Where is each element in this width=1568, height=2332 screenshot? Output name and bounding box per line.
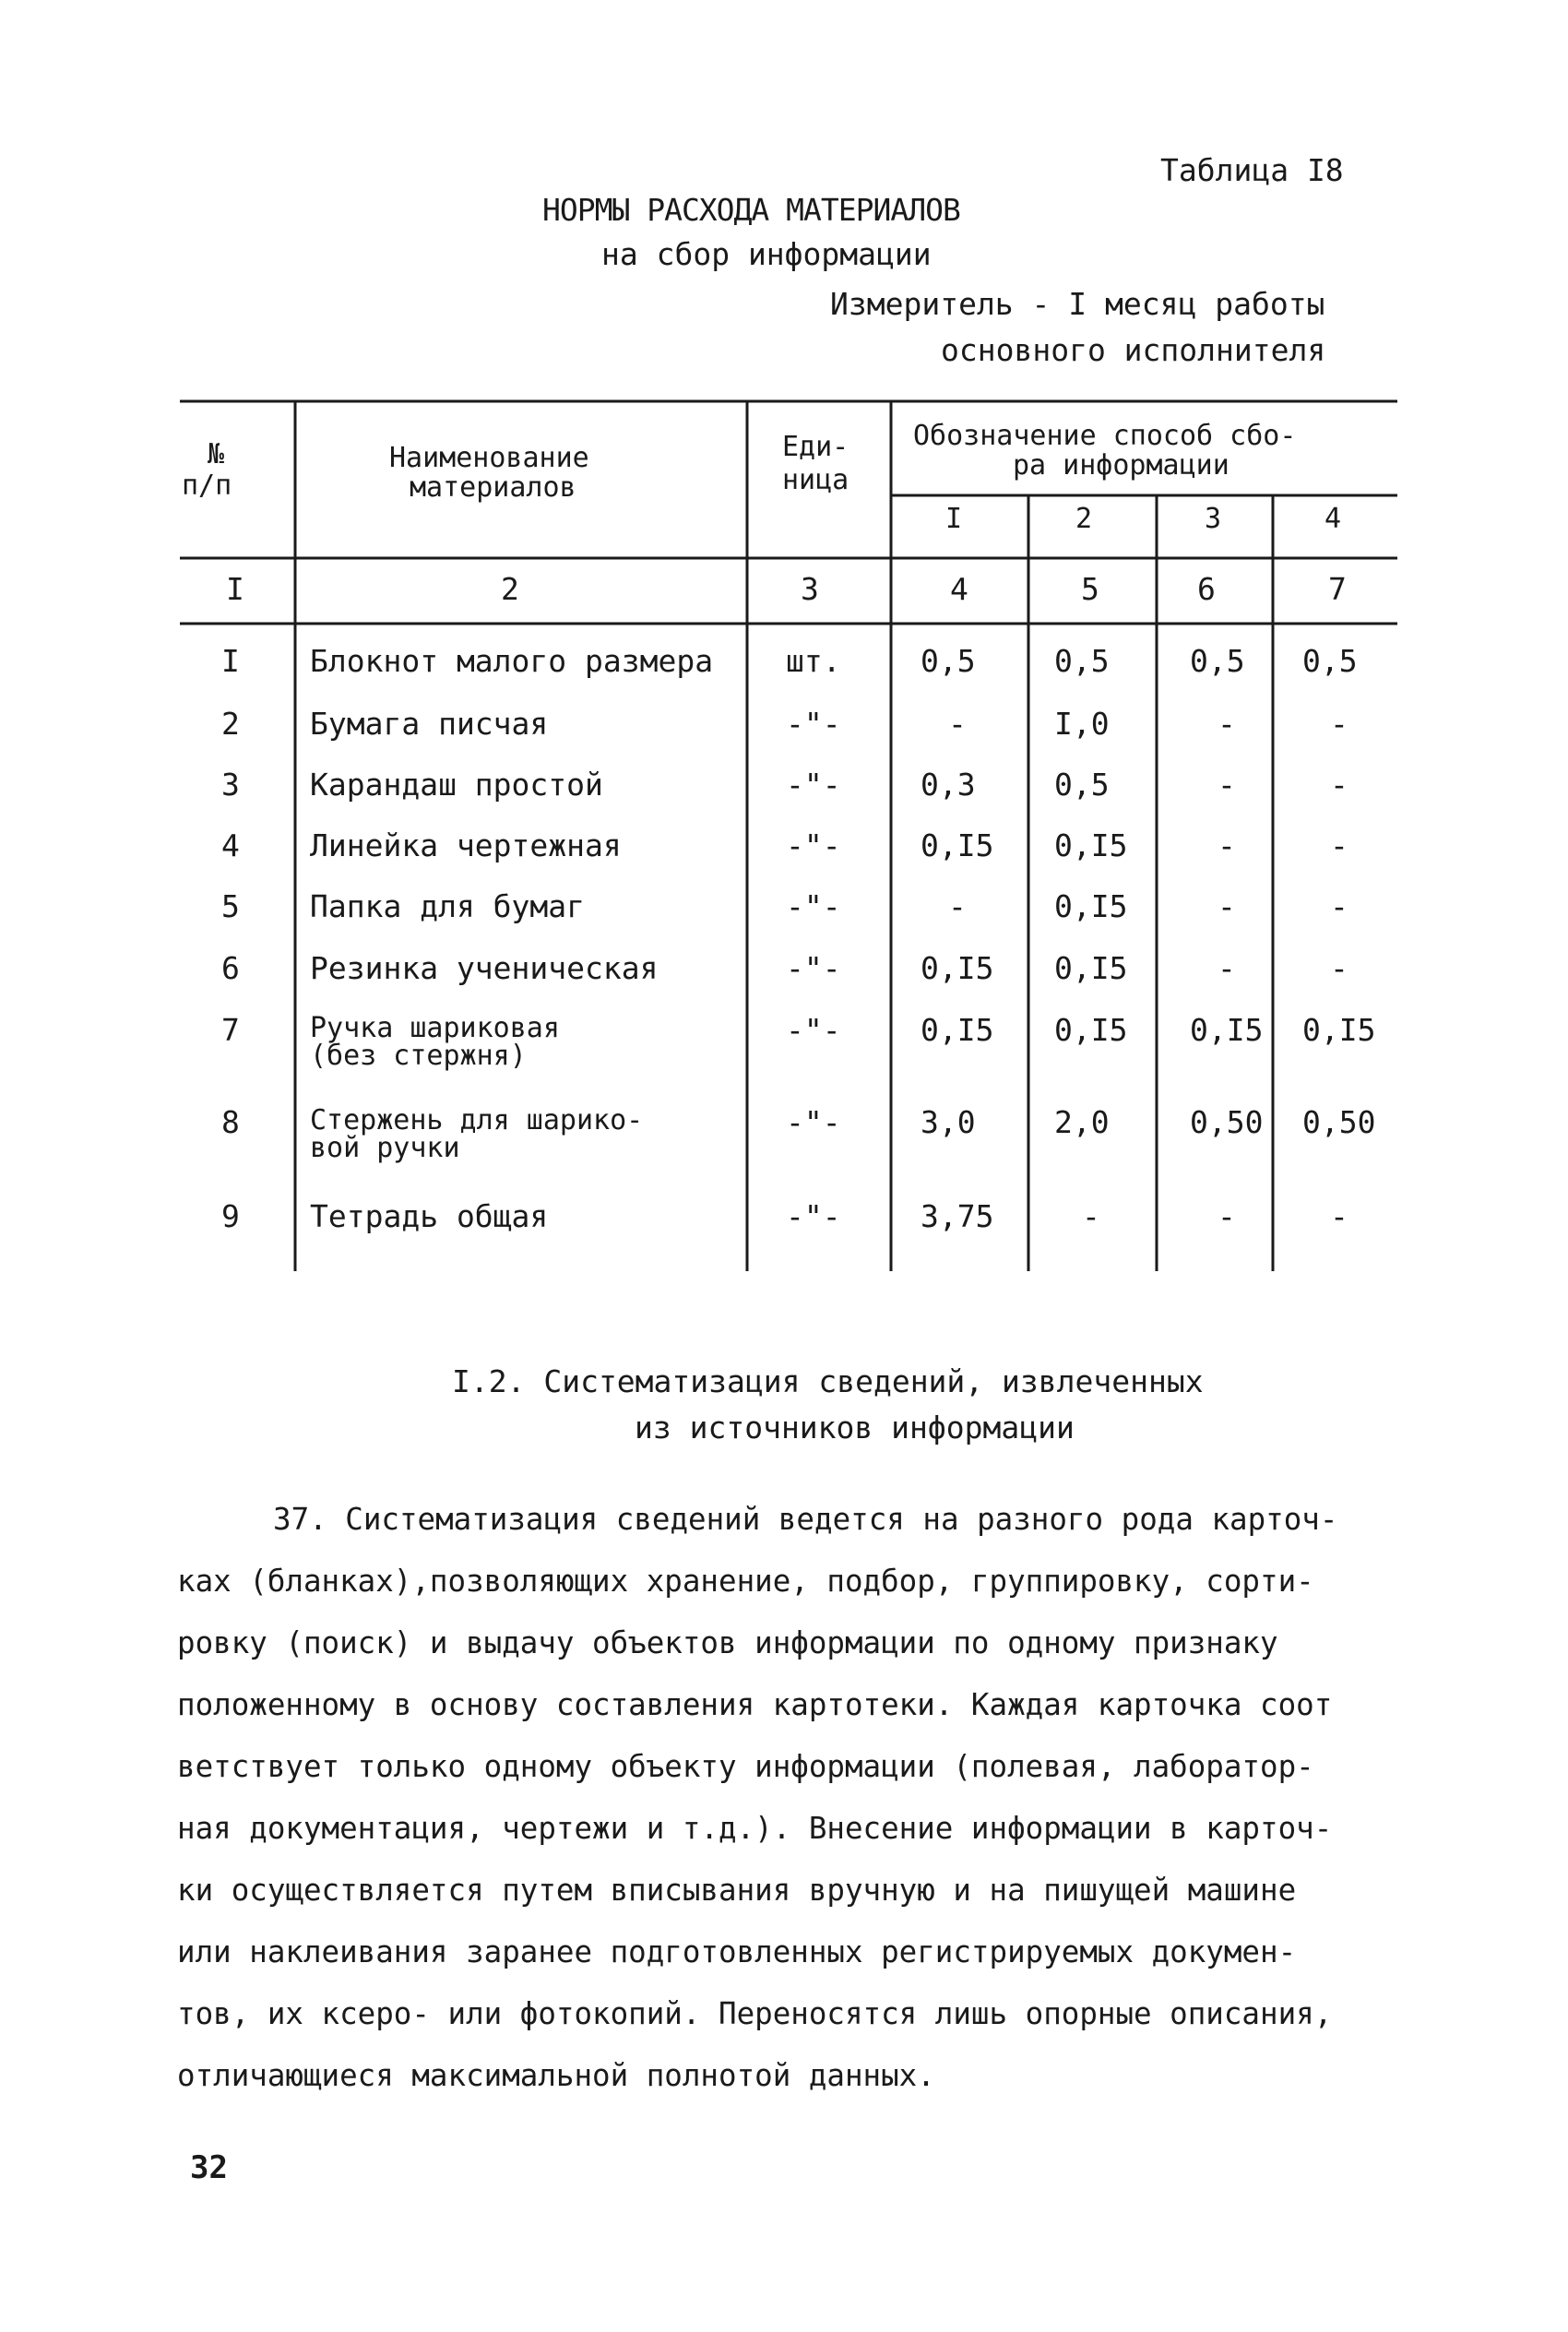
header-name-line-2: материалов <box>410 471 576 504</box>
row-unit: -"- <box>786 1198 841 1234</box>
row-value: - <box>948 888 967 924</box>
row-number: 5 <box>221 888 240 924</box>
row-value: 0,5 <box>1302 643 1358 679</box>
row-value: - <box>1218 888 1236 924</box>
row-value: - <box>1218 827 1236 863</box>
row-value: 3,75 <box>921 1198 994 1234</box>
row-value: - <box>1082 1198 1100 1234</box>
column-number-1: I <box>226 571 244 607</box>
row-value: - <box>1218 706 1236 742</box>
row-unit: -"- <box>786 706 841 742</box>
row-unit: -"- <box>786 827 841 863</box>
header-unit-line-2: ница <box>782 464 849 496</box>
row-value: 0,I5 <box>1054 1012 1128 1048</box>
header-method-line-1: Обозначение способ сбо- <box>913 420 1297 452</box>
table-label: Таблица I8 <box>1160 152 1344 188</box>
row-value: 0,5 <box>921 643 976 679</box>
paragraph-line: или наклеивания заранее подготовленных регистрируемых докумен- <box>177 1934 1297 1969</box>
row-number: 6 <box>221 950 240 986</box>
row-value: - <box>1218 767 1236 803</box>
paragraph-line: ная документация, чертежи и т.д.). Внесение информации в карточ- <box>177 1811 1333 1846</box>
measure-line-1: Измеритель - I месяц работы <box>830 286 1325 322</box>
paragraph-line: тов, их ксеро- или фотокопий. Переносятся лишь опорные описания, <box>177 1996 1333 2031</box>
row-material-name: Линейка чертежная <box>310 827 622 863</box>
row-number: 7 <box>221 1012 240 1048</box>
row-value: - <box>1330 888 1348 924</box>
row-value: - <box>1218 950 1236 986</box>
row-value: - <box>1330 950 1348 986</box>
row-material-name: Стержень для шарико- <box>310 1104 644 1136</box>
column-number-5: 5 <box>1081 571 1099 607</box>
page-subtitle: на сбор информации <box>601 236 932 272</box>
paragraph-line: ках (бланках),позволяющих хранение, подбор, группировку, сорти- <box>177 1564 1314 1599</box>
row-unit: -"- <box>786 767 841 803</box>
row-value: 0,I5 <box>921 827 994 863</box>
row-unit: -"- <box>786 888 841 924</box>
row-value: 0,I5 <box>1302 1012 1376 1048</box>
row-material-name: Тетрадь общая <box>310 1198 549 1234</box>
header-method-1: I <box>945 503 963 535</box>
row-value: 0,3 <box>921 767 976 803</box>
row-material-name: Бумага писчая <box>310 706 549 742</box>
row-value: 2,0 <box>1054 1104 1110 1140</box>
row-unit: шт. <box>786 643 841 679</box>
header-method-2: 2 <box>1075 503 1093 535</box>
header-method-4: 4 <box>1324 503 1342 535</box>
row-value: 0,I5 <box>1054 888 1128 924</box>
header-num-label: п/п <box>182 470 232 502</box>
row-material-name: Резинка ученическая <box>310 950 659 986</box>
measure-line-2: основного исполнителя <box>941 332 1326 368</box>
row-value: 0,5 <box>1190 643 1245 679</box>
row-number: 9 <box>221 1198 240 1234</box>
page-title: НОРМЫ РАСХОДА МАТЕРИАЛОВ <box>542 192 960 228</box>
row-material-name: Папка для бумаг <box>310 888 586 924</box>
row-value: 0,I5 <box>1054 950 1128 986</box>
row-value: 0,5 <box>1054 767 1110 803</box>
paragraph-line: положенному в основу составления картотеки. Каждая карточка соот <box>177 1687 1333 1722</box>
row-value: 3,0 <box>921 1104 976 1140</box>
page-number: 32 <box>190 2149 228 2186</box>
row-number: 3 <box>221 767 240 803</box>
header-method-3: 3 <box>1205 503 1222 535</box>
section-heading-line-1: I.2. Систематизация сведений, извлеченных <box>452 1363 1204 1399</box>
row-number: 2 <box>221 706 240 742</box>
paragraph-line: ветствует только одному объекту информации (полевая, лаборатор- <box>177 1749 1314 1784</box>
row-value: - <box>1330 827 1348 863</box>
paragraph-line: отличающиеся максимальной полнотой данных. <box>177 2058 935 2093</box>
header-unit-line-1: Еди- <box>782 431 849 463</box>
row-value: 0,I5 <box>921 950 994 986</box>
header-name-line-1: Наименование <box>389 442 589 474</box>
row-value: - <box>1330 706 1348 742</box>
paragraph-line: 37. Систематизация сведений ведется на разного рода карточ- <box>273 1502 1338 1537</box>
row-number: 8 <box>221 1104 240 1140</box>
row-number: I <box>221 643 240 679</box>
column-number-2: 2 <box>501 571 519 607</box>
section-heading-line-2: из источников информации <box>635 1410 1075 1446</box>
column-number-4: 4 <box>950 571 968 607</box>
column-number-6: 6 <box>1197 571 1216 607</box>
paragraph-line: ровку (поиск) и выдачу объектов информации по одному признаку <box>177 1625 1278 1660</box>
row-value: 0,I5 <box>1190 1012 1264 1048</box>
row-value: I,0 <box>1054 706 1110 742</box>
column-number-7: 7 <box>1328 571 1347 607</box>
row-material-name: Ручка шариковая <box>310 1012 560 1044</box>
row-value: - <box>1330 1198 1348 1234</box>
row-material-name: (без стержня) <box>310 1040 527 1072</box>
row-value: - <box>1330 767 1348 803</box>
column-number-3: 3 <box>801 571 819 607</box>
row-unit: -"- <box>786 1104 841 1140</box>
row-value: 0,50 <box>1190 1104 1264 1140</box>
paragraph-line: ки осуществляется путем вписывания вручную и на пишущей машине <box>177 1873 1297 1908</box>
row-value: 0,50 <box>1302 1104 1376 1140</box>
row-value: 0,I5 <box>1054 827 1128 863</box>
row-value: 0,I5 <box>921 1012 994 1048</box>
header-method-line-2: ра информации <box>1013 449 1229 482</box>
row-unit: -"- <box>786 1012 841 1048</box>
row-unit: -"- <box>786 950 841 986</box>
row-value: - <box>948 706 967 742</box>
row-material-name: Карандаш простой <box>310 767 603 803</box>
row-number: 4 <box>221 827 240 863</box>
row-value: - <box>1218 1198 1236 1234</box>
row-material-name: вой ручки <box>310 1132 460 1164</box>
row-value: 0,5 <box>1054 643 1110 679</box>
header-num-symbol: № <box>208 438 225 470</box>
row-material-name: Блокнот малого размера <box>310 643 714 679</box>
